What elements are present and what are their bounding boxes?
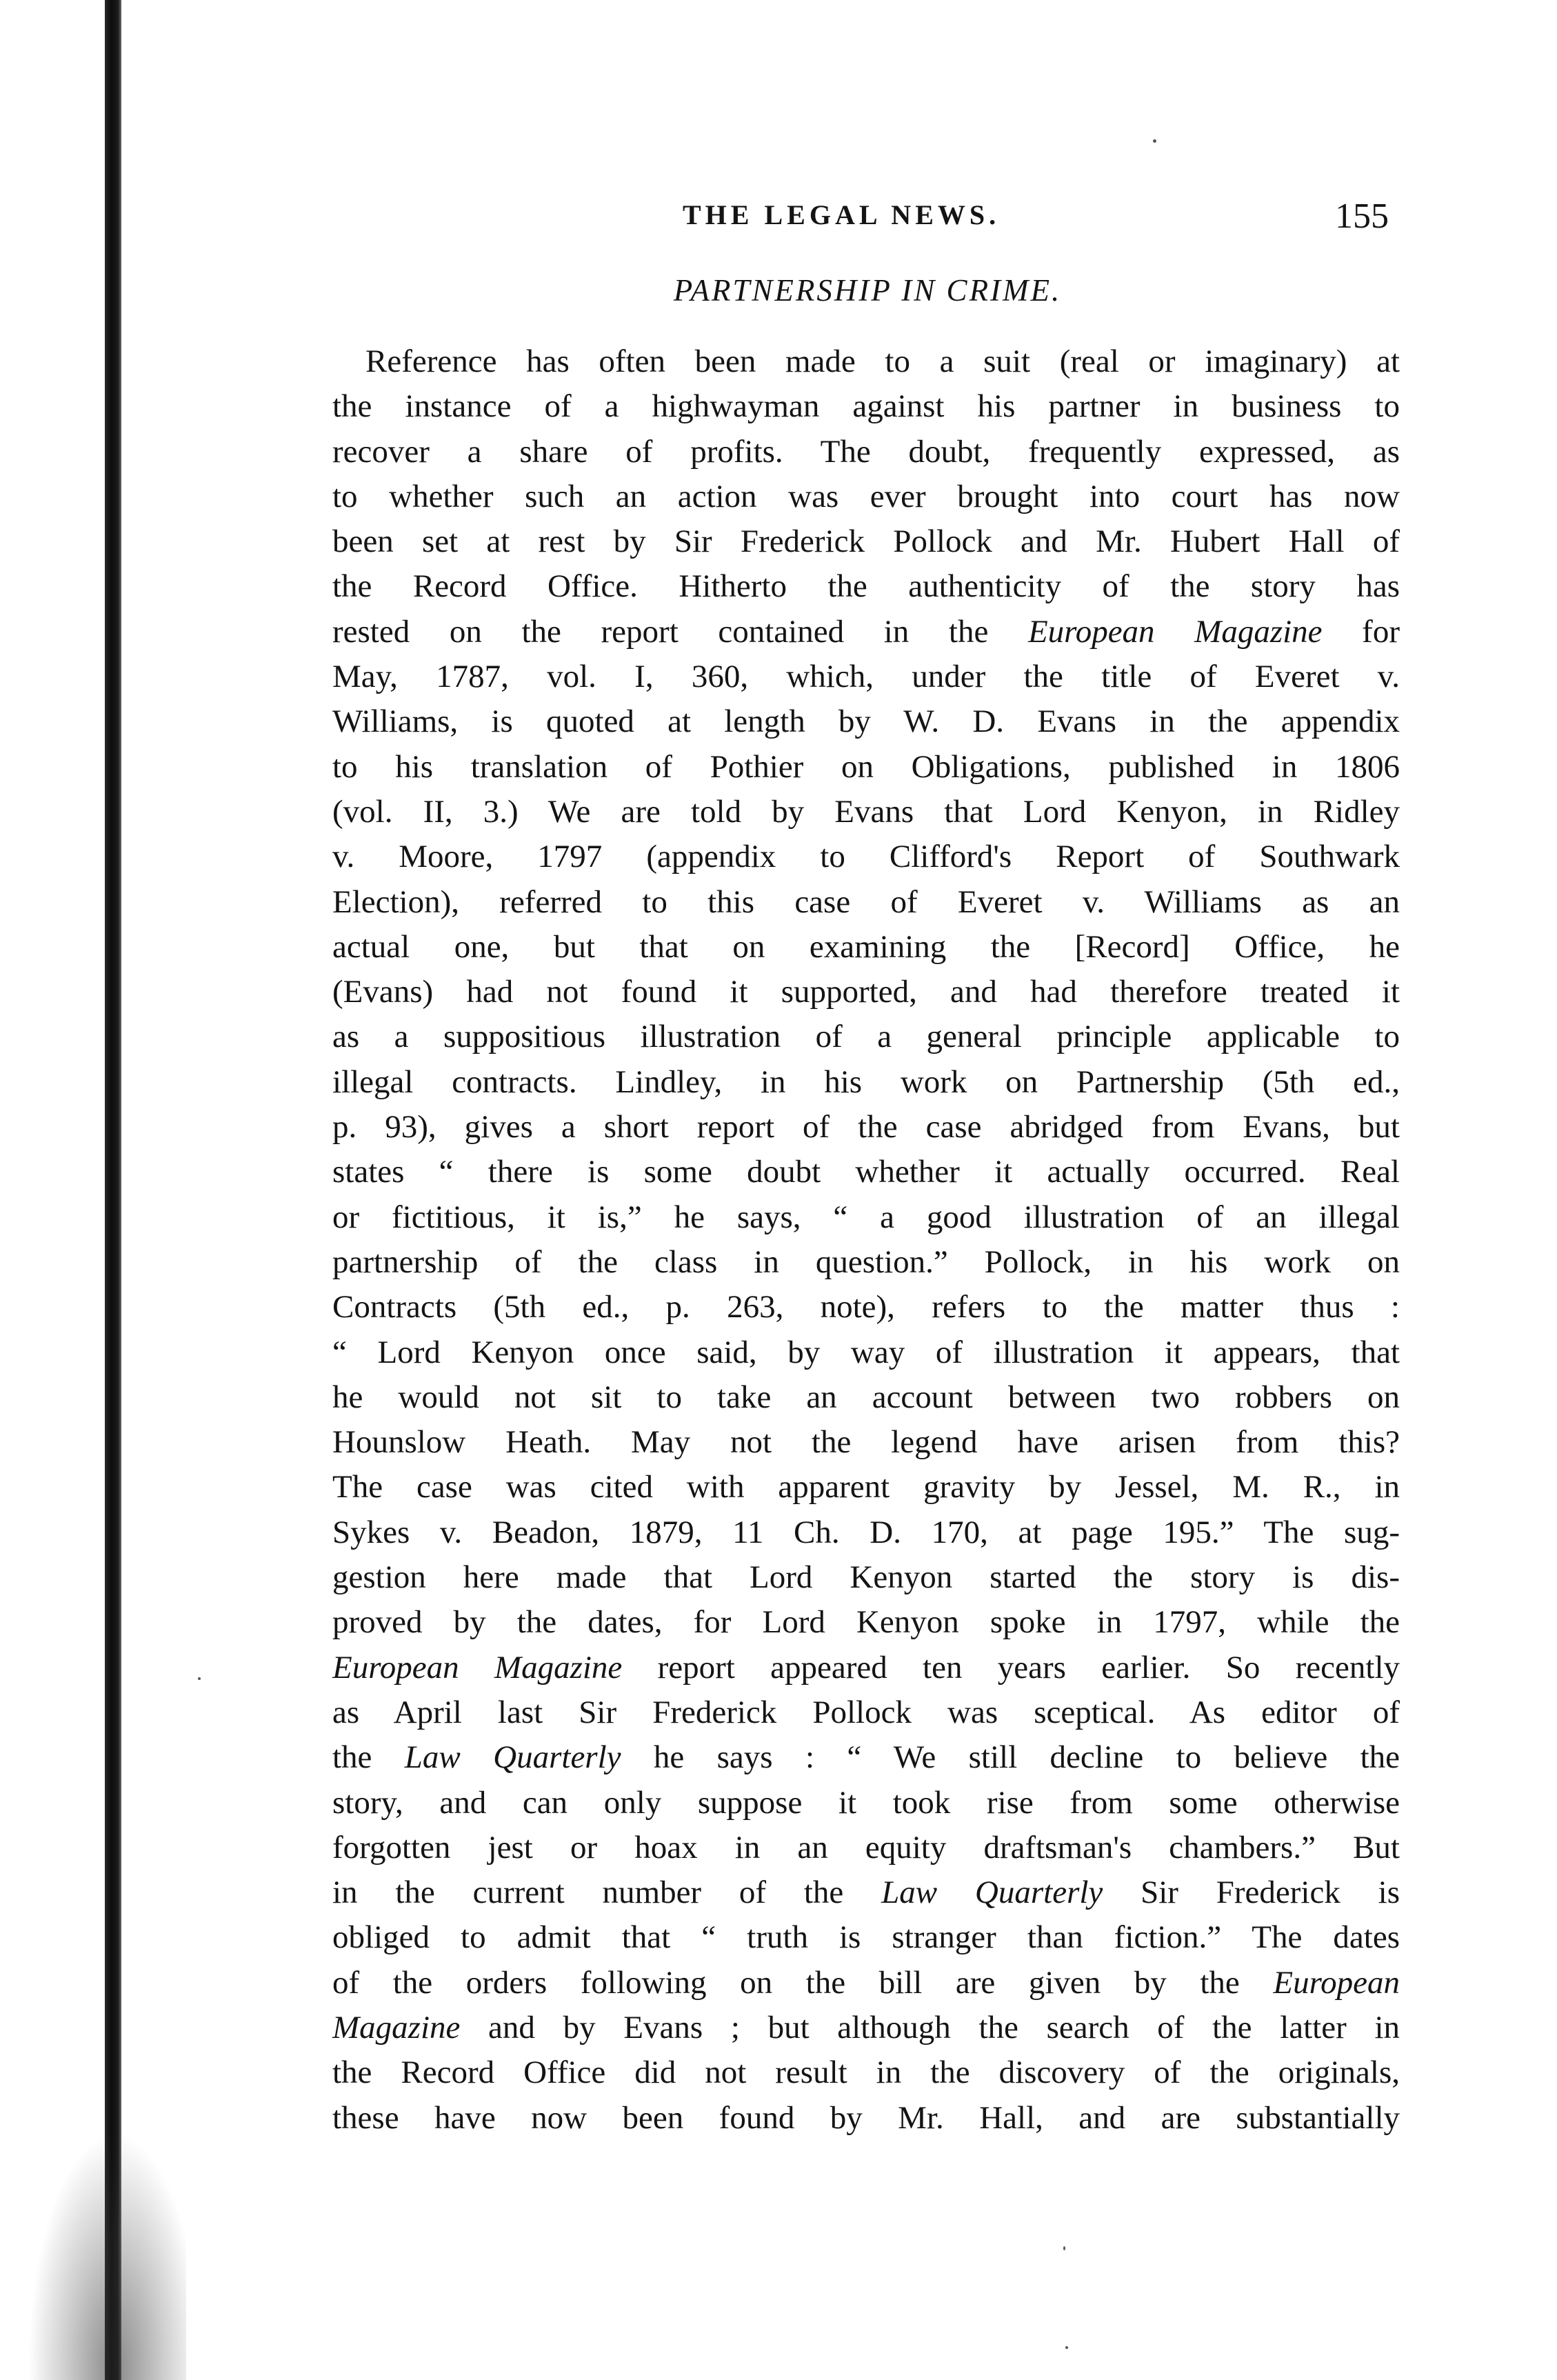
text-line: p. 93), gives a short report of the case abridged from Evans, but [332,1109,1400,1146]
page-number: 155 [1335,197,1389,236]
text-line: Hounslow Heath. May not the legend have arisen from this? [332,1424,1400,1461]
text-line: recover a share of profits. The doubt, frequently expressed, as [332,433,1400,470]
text-line: Sykes v. Beadon, 1879, 11 Ch. D. 170, at page 195.” The sug- [332,1514,1400,1550]
text-line: “ Lord Kenyon once said, by way of illustration it appears, that [332,1334,1400,1370]
text-line: (Evans) had not found it supported, and had therefore treated it [332,974,1400,1010]
text-line: the instance of a highwayman against his partner in business to [332,388,1400,425]
text-line: these have now been found by Mr. Hall, and are substantially [332,2099,1400,2136]
article-title: PARTNERSHIP IN CRIME. [673,273,1062,308]
text-line: actual one, but that on examining the [Record] Office, he [332,928,1400,965]
text-line: the Record Office did not result in the discovery of the originals, [332,2054,1400,2091]
page-gutter-edge [105,0,121,2380]
text-line: forgotten jest or hoax in an equity draftsman's chambers.” But [332,1829,1400,1866]
scan-speck [1153,139,1156,143]
text-line: to his translation of Pothier on Obligations, published in 1806 [332,748,1400,785]
text-line: or fictitious, it is,” he says, “ a good illustration of an illegal [332,1199,1400,1235]
text-line: of the orders following on the bill are given by the European [332,1964,1400,2001]
text-line: May, 1787, vol. I, 360, which, under the title of Everet v. [332,659,1400,695]
text-line: gestion here made that Lord Kenyon started the story is dis- [332,1559,1400,1596]
text-line: Reference has often been made to a suit (real or imaginary) at [365,343,1400,379]
text-line: Contracts (5th ed., p. 263, note), refers to the matter thus : [332,1289,1400,1326]
text-line: as a suppositious illustration of a general principle applicable to [332,1019,1400,1055]
text-line: partnership of the class in question.” Pollock, in his work on [332,1243,1400,1280]
text-line: in the current number of the Law Quarterly Sir Frederick is [332,1874,1400,1911]
text-line: rested on the report contained in the European Magazine for [332,613,1400,650]
journal-title: THE LEGAL NEWS. [683,199,1001,230]
text-line: states “ there is some doubt whether it actually occurred. Real [332,1154,1400,1190]
text-line: European Magazine report appeared ten years earlier. So recently [332,1649,1400,1686]
text-line: Williams, is quoted at length by W. D. Evans in the appendix [332,703,1400,740]
text-line: Election), referred to this case of Everet v. Williams as an [332,883,1400,920]
text-line: The case was cited with apparent gravity by Jessel, M. R., in [332,1469,1400,1506]
text-line: been set at rest by Sir Frederick Pollock and Mr. Hubert Hall of [332,523,1400,560]
text-line: he would not sit to take an account between two robbers on [332,1379,1400,1415]
text-line: story, and can only suppose it took rise from some otherwise [332,1784,1400,1821]
text-line: obliged to admit that “ truth is stranger than fiction.” The dates [332,1919,1400,1956]
running-head [330,199,1389,240]
text-line: proved by the dates, for Lord Kenyon spoke in 1797, while the [332,1604,1400,1641]
text-line: v. Moore, 1797 (appendix to Clifford's Report of Southwark [332,839,1400,875]
scan-smudge [28,2132,186,2380]
scan-speck [1063,2246,1065,2250]
scan-speck [198,1677,201,1680]
text-line: as April last Sir Frederick Pollock was sceptical. As editor of [332,1694,1400,1730]
text-line: illegal contracts. Lindley, in his work on Partnership (5th ed., [332,1063,1400,1100]
text-line: to whether such an action was ever brought into court has now [332,478,1400,514]
scan-speck [1065,2346,1068,2349]
text-line: the Law Quarterly he says : “ We still decline to believe the [332,1739,1400,1776]
text-line: (vol. II, 3.) We are told by Evans that Lord Kenyon, in Ridley [332,793,1400,830]
text-line: the Record Office. Hitherto the authenticity of the story has [332,568,1400,605]
text-line: Magazine and by Evans ; but although the search of the latter in [332,2009,1400,2046]
article-body [332,339,1400,2141]
